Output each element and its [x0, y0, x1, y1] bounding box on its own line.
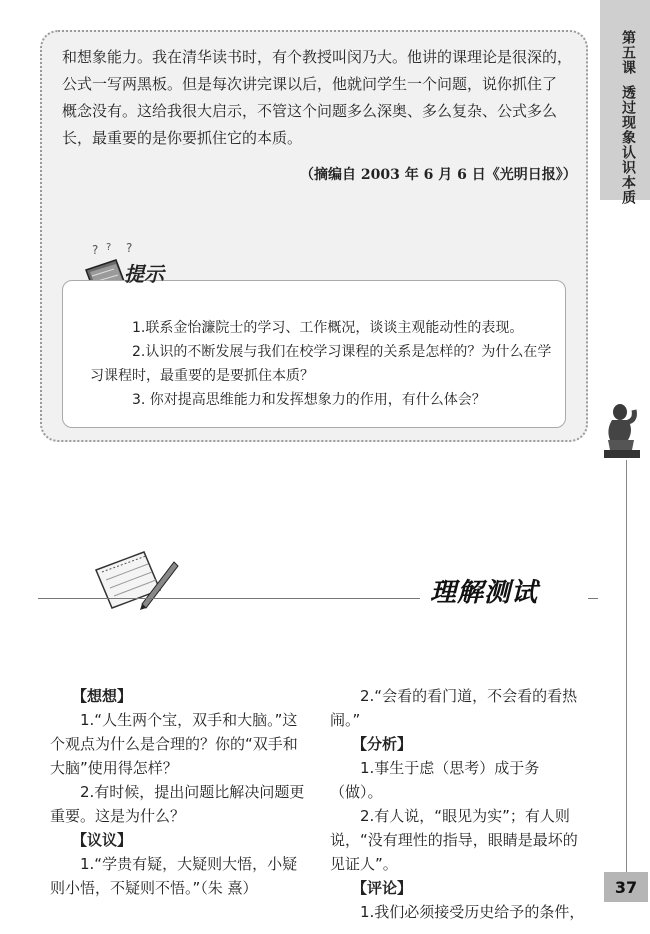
hint-item: 2.认识的不断发展与我们在校学习课程的关系是怎样的？为什么在学习课程时，最重要的是要抓住本质？: [90, 344, 552, 384]
right-column: [330, 684, 590, 924]
quote-line: 概念没有。这给我很大启示，不管这个问题多么深奥、多么复杂、公式多么: [62, 102, 558, 120]
quote-line: 和想象能力。我在清华读书时，有个教授叫闵乃大。他讲的课理论是很深的，: [62, 48, 573, 66]
lesson-number: 第五课: [620, 30, 636, 75]
section-title: 理解测试: [420, 572, 588, 606]
heading-analyze: 【分析】: [352, 735, 413, 753]
hint-item: 3. 你对提高思维能力和发挥想象力的作用，有什么体会？: [132, 392, 486, 408]
left-column: [50, 684, 312, 900]
question-paragraph: 1.事生于虑（思考）成于务（做）。: [330, 759, 540, 801]
question-paragraph: 1.“学贵有疑，大疑则大悟，小疑则小悟，不疑则不悟。”（朱 熹）: [50, 855, 298, 897]
svg-text:?: ?: [106, 242, 112, 253]
question-paragraph: 2.“会看的看门道，不会看的看热闹。”: [330, 687, 578, 729]
heading-discuss: 【议议】: [72, 831, 133, 849]
question-paragraph: 1.我们必须接受历史给予的条件，: [360, 903, 585, 921]
question-paragraph: 2.有人说，“眼见为实”；有人则说，“没有理性的指导，眼睛是最坏的见证人”。: [330, 807, 578, 873]
notebook-pencil-icon: [90, 546, 180, 612]
quote-text: [62, 44, 582, 152]
quote-line: 长，最重要的是你要抓住它的本质。: [62, 129, 303, 147]
page-number: 37: [604, 872, 648, 902]
lesson-title: 透过现象认识本质: [620, 85, 636, 205]
quote-line: 公式一写两黑板。但是每次讲完课以后，他就问学生一个问题，说你抓住了: [62, 75, 558, 93]
heading-comment: 【评论】: [352, 879, 413, 897]
svg-text:?: ?: [126, 241, 133, 255]
side-tab-text: [612, 30, 638, 205]
hint-title: 提示: [124, 262, 164, 286]
thinker-statue-icon: [598, 400, 646, 464]
svg-text:?: ?: [92, 243, 99, 257]
quote-source: （摘编自 2003 年 6 月 6 日《光明日报》）: [300, 167, 577, 183]
hint-list: [90, 316, 560, 412]
margin-line: [626, 460, 627, 880]
heading-think: 【想想】: [72, 687, 133, 705]
question-paragraph: 1.“人生两个宝，双手和大脑。”这个观点为什么是合理的？你的“双手和大脑”使用得怎样？: [50, 711, 298, 777]
hint-item: 1.联系金怡濂院士的学习、工作概况，谈谈主观能动性的表现。: [132, 320, 524, 336]
question-paragraph: 2.有时候，提出问题比解决问题更重要。这是为什么？: [50, 783, 305, 825]
